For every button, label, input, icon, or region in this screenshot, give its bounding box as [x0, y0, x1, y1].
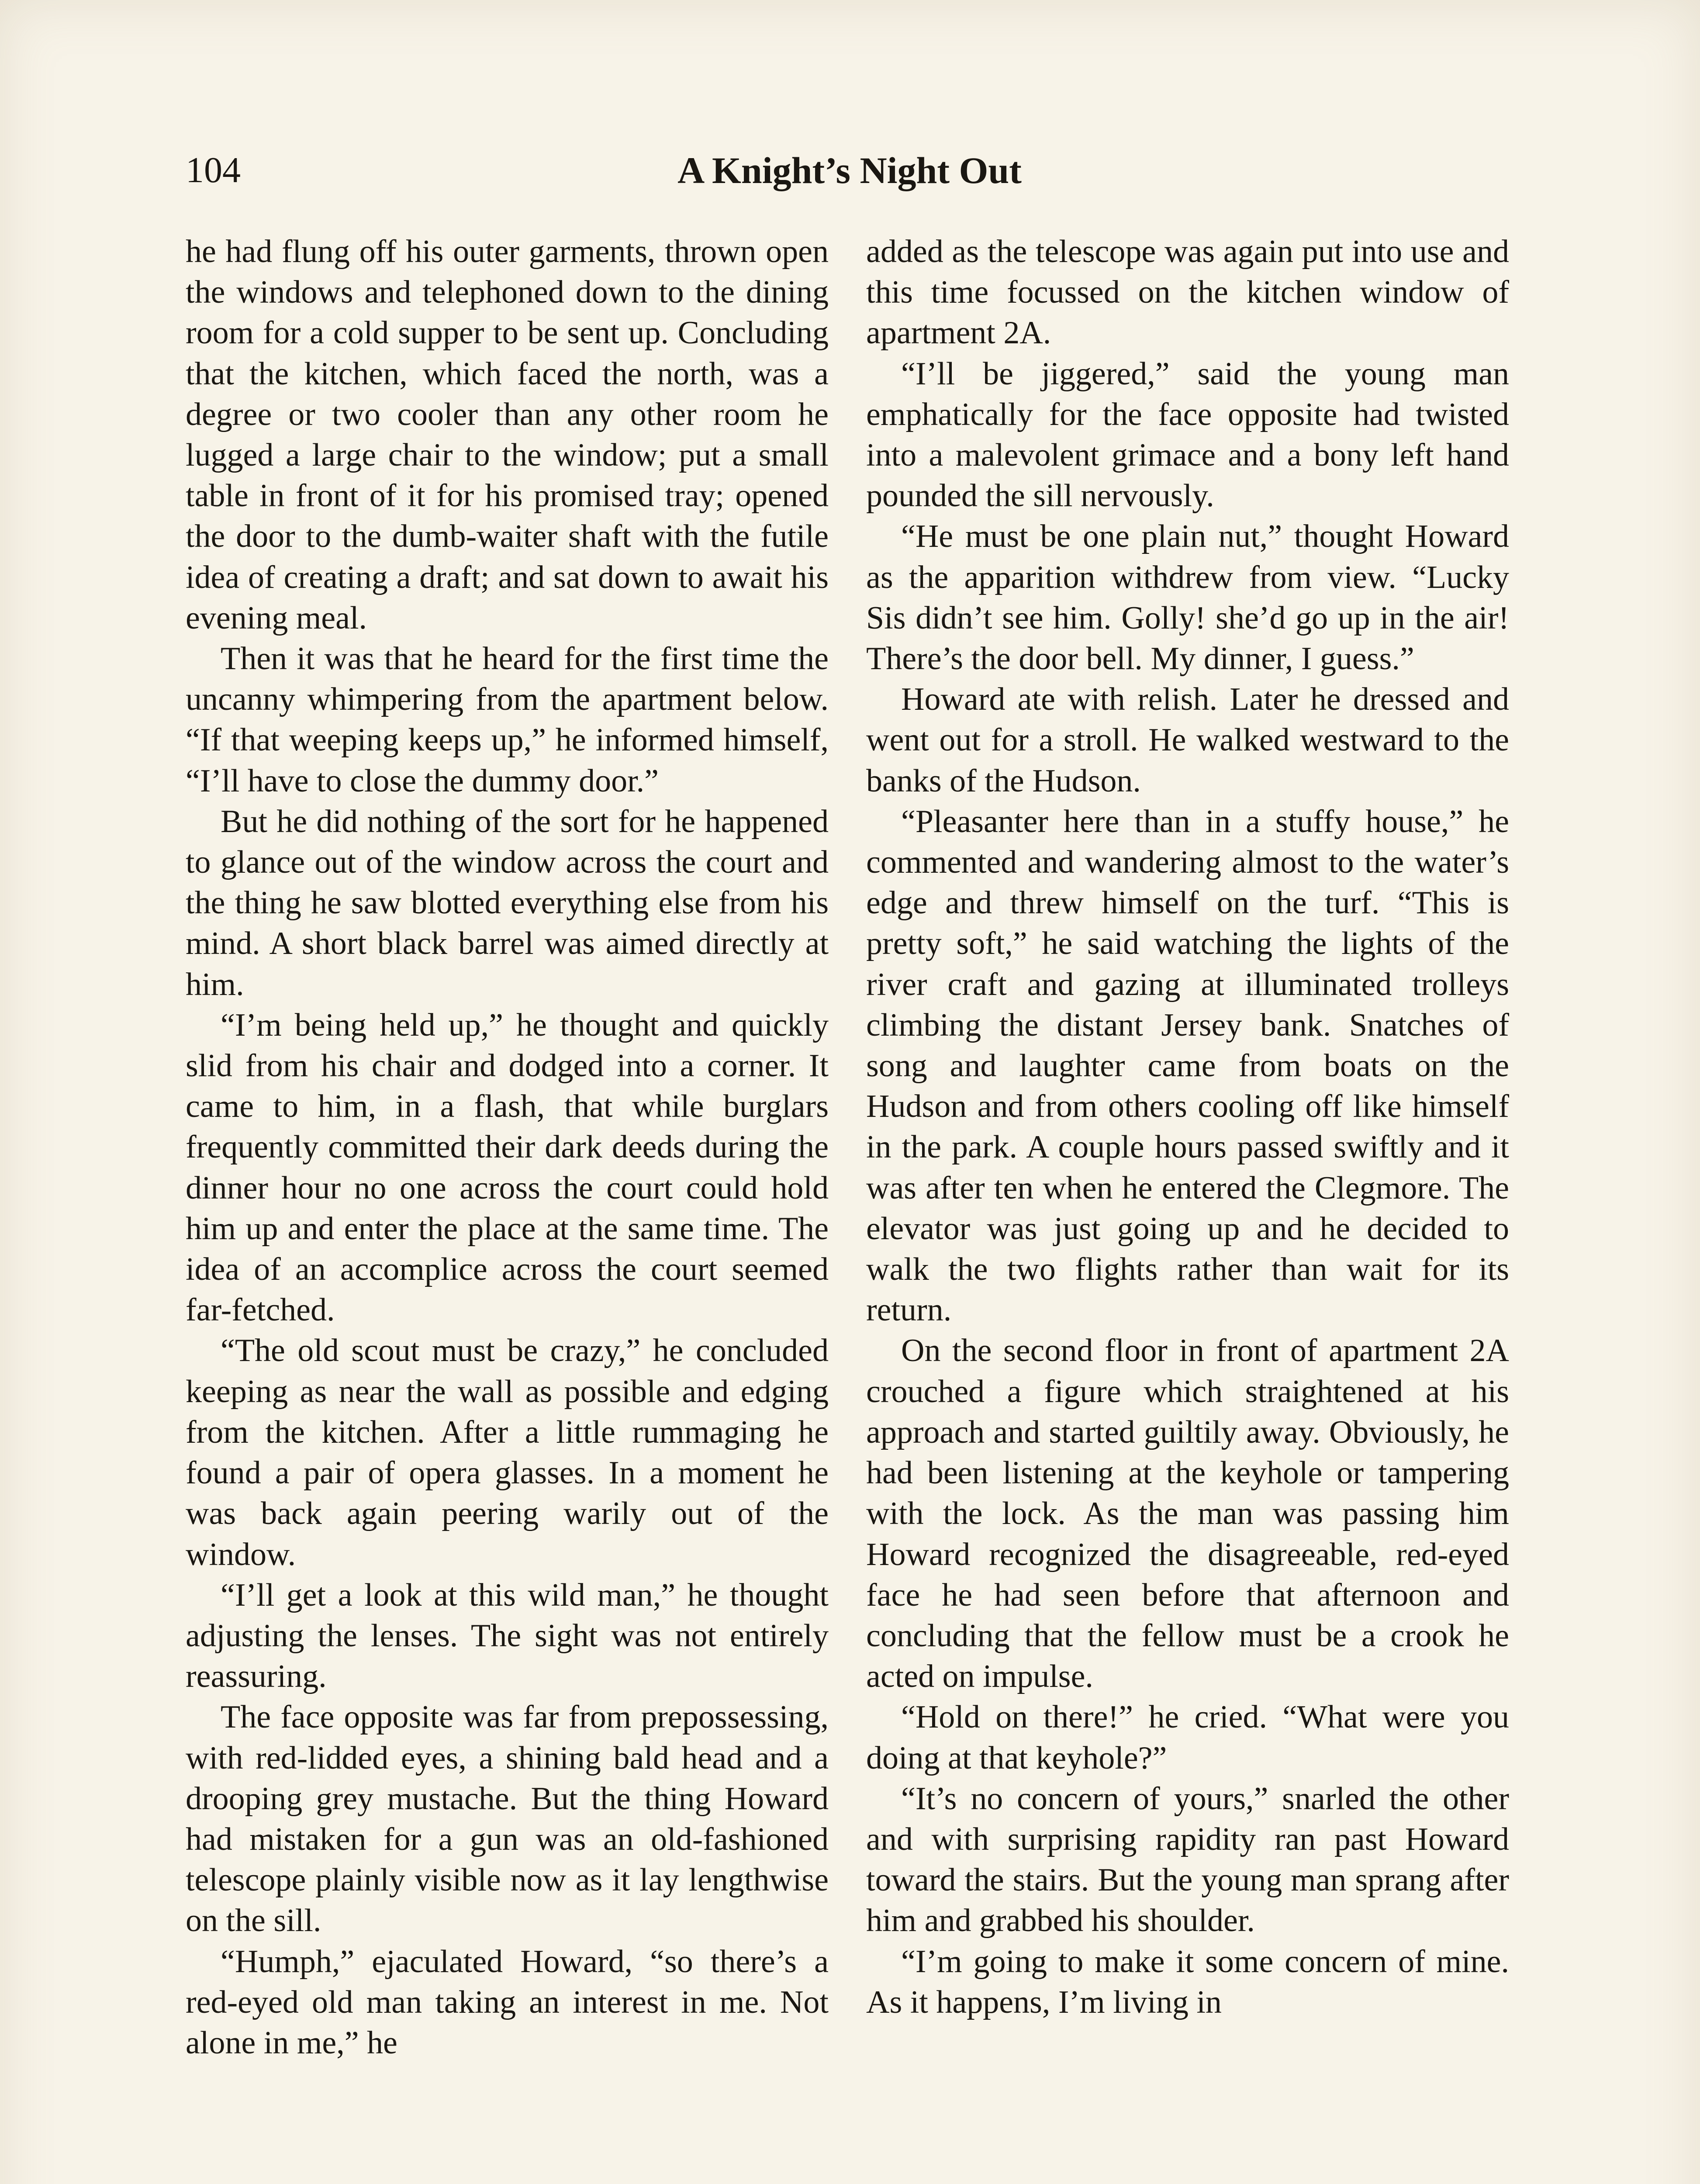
paragraph: “Humph,” ejaculated Howard, “so there’s a red-eyed old man taking an interest in me. Not alone in me,” he [186, 1943, 829, 2061]
paragraph: added as the telescope was again put into use and this time focussed on the kitchen window of apartment 2A. [866, 234, 1509, 351]
page-number: 104 [186, 150, 241, 190]
paragraph: “It’s no concern of yours,” snarled the other and with surprising rapidity ran past Howard toward the stairs. But the young man sprang after him and grabbed his shoulder. [866, 1780, 1509, 1939]
right-column [866, 232, 1509, 2023]
paragraph: he had flung off his outer garments, thrown open the windows and telephoned down to the dining room for a cold supper to be sent up. Concluding that the kitchen, which faced the north, was a degree or two cooler than any other room he lugged a large chair to the window; put a small table in front of it for his promised tray; opened the door to the dumb-waiter shaft with the futile idea of creating a draft; and sat down to await his evening meal. [186, 234, 829, 636]
paragraph: “I’m being held up,” he thought and quickly slid from his chair and dodged into a corner. It came to him, in a flash, that while burglars frequently committed their dark deeds during the dinner hour no one across the court could hold him up and enter the place at the same time. The idea of an accomplice across the court seemed far-fetched. [186, 1007, 829, 1328]
paragraph: “I’ll get a look at this wild man,” he thought adjusting the lenses. The sight was not entirely reassuring. [186, 1577, 829, 1695]
paragraph: “I’ll be jiggered,” said the young man emphatically for the face opposite had twisted into a malevolent grimace and a bony left hand pounded the sill nervously. [866, 356, 1509, 514]
paragraph: Howard ate with relish. Later he dressed and went out for a stroll. He walked westward to the banks of the Hudson. [866, 681, 1509, 799]
paragraph: “The old scout must be crazy,” he concluded keeping as near the wall as possible and edging from the kitchen. After a little rummaging he found a pair of opera glasses. In a moment he was back again peering warily out of the window. [186, 1333, 829, 1572]
running-title: A Knight’s Night Out [677, 149, 1022, 191]
paragraph: On the second floor in front of apartment 2A crouched a figure which straightened at his approach and started guiltily away. Obviously, he had been listening at the keyhole or tampering with the lock. As the man was passing him Howard recognized the disagreeable, red-eyed face he had seen before that afternoon and concluding that the fellow must be a crook he acted on impulse. [866, 1333, 1509, 1695]
left-column [186, 232, 829, 2063]
paragraph: Then it was that he heard for the first time the uncanny whimpering from the apartment below. “If that weeping keeps up,” he informed himself, “I’ll have to close the dummy door.” [186, 641, 829, 799]
paragraph: “Hold on there!” he cried. “What were you doing at that keyhole?” [866, 1699, 1509, 1776]
paragraph: “Pleasanter here than in a stuffy house,” he commented and wandering almost to the water’s edge and threw himself on the turf. “This is pretty soft,” he said watching the lights of the river craft and gazing at illuminated trolleys climbing the distant Jersey bank. Snatches of song and laughter came from boats on the Hudson and from others cooling off like himself in the park. A couple hours passed swiftly and it was after ten when he entered the Clegmore. The elevator was just going up and he decided to walk the two flights rather than wait for its return. [866, 803, 1509, 1328]
paragraph: But he did nothing of the sort for he happened to glance out of the window across the court and the thing he saw blotted everything else from his mind. A short black barrel was aimed directly at him. [186, 803, 829, 1002]
paragraph: The face opposite was far from prepossessing, with red-lidded eyes, a shining bald head and a drooping grey mustache. But the thing Howard had mistaken for a gun was an old-fashioned telescope plainly visible now as it lay lengthwise on the sill. [186, 1699, 829, 1939]
page-header [186, 144, 1513, 205]
paragraph: “He must be one plain nut,” thought Howard as the apparition withdrew from view. “Lucky Sis didn’t see him. Golly! she’d go up in the air! There’s the door bell. My dinner, I guess.” [866, 518, 1509, 677]
paragraph: “I’m going to make it some concern of mine. As it happens, I’m living in [866, 1943, 1509, 2020]
